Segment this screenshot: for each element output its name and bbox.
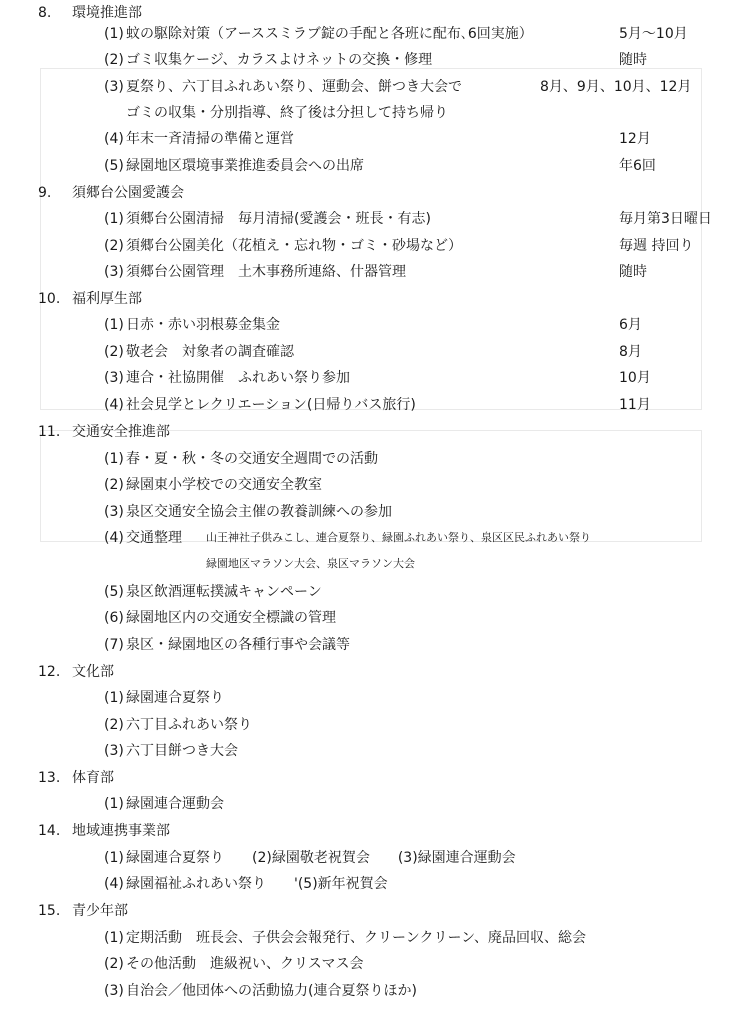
item-text: 交通整理 xyxy=(126,530,182,546)
section-number: 10. xyxy=(38,291,61,307)
item-schedule: 5月～10月 xyxy=(619,26,688,42)
item-schedule: 10月 xyxy=(619,370,651,386)
list-item xyxy=(0,738,737,764)
section-number: 8. xyxy=(38,5,52,21)
list-item xyxy=(0,365,737,391)
item-marker: (2) xyxy=(104,717,124,733)
list-item xyxy=(0,472,737,498)
item-text: 連合・社協開催 ふれあい祭り参加 xyxy=(126,370,350,386)
section-title: 環境推進部 xyxy=(72,5,142,21)
item-text: 須郷台公園清掃 毎月清掃(愛護会・班長・有志) xyxy=(126,211,431,227)
list-item xyxy=(0,74,737,100)
item-schedule: 随時 xyxy=(619,52,647,68)
list-item-continued xyxy=(0,551,737,577)
item-note-continued: 緑園地区マラソン大会、泉区マラソン大会 xyxy=(206,557,415,570)
item-schedule: 毎週 持回り xyxy=(619,238,694,254)
item-text: ゴミ収集ケージ、カラスよけネットの交換・修理 xyxy=(126,52,433,68)
list-item xyxy=(0,579,737,605)
item-text: 緑園東小学校での交通安全教室 xyxy=(126,477,322,493)
item-marker: (2) xyxy=(104,238,124,254)
section-heading xyxy=(0,180,737,206)
item-note: 山王神社子供みこし、連合夏祭り、緑園ふれあい祭り、泉区区民ふれあい祭り xyxy=(206,531,591,544)
item-marker: (3) xyxy=(104,504,124,520)
list-item xyxy=(0,685,737,711)
list-item xyxy=(0,605,737,631)
section-title: 青少年部 xyxy=(72,903,128,919)
item-text: 緑園地区環境事業推進委員会への出席 xyxy=(126,158,364,174)
item-text: 緑園地区内の交通安全標識の管理 xyxy=(126,610,336,626)
list-item xyxy=(0,925,737,951)
section-title: 須郷台公園愛護会 xyxy=(72,185,184,201)
section-heading xyxy=(0,818,737,844)
item-marker: (5) xyxy=(104,584,124,600)
section-heading xyxy=(0,419,737,445)
section-number: 11. xyxy=(38,424,61,440)
list-item xyxy=(0,259,737,285)
item-marker: (2) xyxy=(104,477,124,493)
item-text: 年末一斉清掃の準備と運営 xyxy=(126,131,294,147)
section-title: 福利厚生部 xyxy=(72,291,142,307)
item-text: 緑園連合夏祭り (2)緑園敬老祝賀会 (3)緑園連合運動会 xyxy=(126,850,516,866)
item-text: 夏祭り、六丁目ふれあい祭り、運動会、餅つき大会で xyxy=(126,79,462,95)
item-text: 泉区・緑園地区の各種行事や会議等 xyxy=(126,637,350,653)
item-text: 春・夏・秋・冬の交通安全週間での活動 xyxy=(126,451,378,467)
list-item xyxy=(0,153,737,179)
item-marker: (5) xyxy=(104,158,124,174)
item-schedule: 6月 xyxy=(619,317,642,333)
list-item xyxy=(0,499,737,525)
list-item xyxy=(0,47,737,73)
item-marker: (2) xyxy=(104,344,124,360)
item-marker: (1) xyxy=(104,26,124,42)
item-marker: (2) xyxy=(104,52,124,68)
section-number: 12. xyxy=(38,664,61,680)
item-text: 自治会／他団体への活動協力(連合夏祭りほか) xyxy=(126,983,417,999)
item-marker: (1) xyxy=(104,796,124,812)
item-marker: (2) xyxy=(104,956,124,972)
item-marker: (4) xyxy=(104,397,124,413)
section-number: 14. xyxy=(38,823,61,839)
list-item xyxy=(0,446,737,472)
list-item xyxy=(0,712,737,738)
item-marker: (6) xyxy=(104,610,124,626)
item-schedule: 毎月第3日曜日 xyxy=(619,211,712,227)
item-schedule: 年6回 xyxy=(619,158,656,174)
item-marker: (3) xyxy=(104,79,124,95)
list-item xyxy=(0,525,737,551)
section-title: 体育部 xyxy=(72,770,114,786)
list-item xyxy=(0,871,737,897)
item-marker: (7) xyxy=(104,637,124,653)
section-heading xyxy=(0,765,737,791)
item-marker: (1) xyxy=(104,211,124,227)
item-text-continued: ゴミの収集・分別指導、終了後は分担して持ち帰り xyxy=(126,105,448,121)
item-text: 泉区飲酒運転撲滅キャンペーン xyxy=(126,584,322,600)
item-marker: (1) xyxy=(104,317,124,333)
item-text: 須郷台公園管理 土木事務所連絡、什器管理 xyxy=(126,264,406,280)
section-title: 交通安全推進部 xyxy=(72,424,170,440)
item-marker: (4) xyxy=(104,876,124,892)
item-marker: (1) xyxy=(104,451,124,467)
list-item xyxy=(0,126,737,152)
list-item xyxy=(0,951,737,977)
item-text: その他活動 進級祝い、クリスマス会 xyxy=(126,956,364,972)
item-text: 社会見学とレクリエーション(日帰りバス旅行) xyxy=(126,397,416,413)
item-text: 須郷台公園美化（花植え・忘れ物・ゴミ・砂場など） xyxy=(126,238,462,254)
item-marker: (3) xyxy=(104,983,124,999)
item-schedule: 随時 xyxy=(619,264,647,280)
item-text: 六丁目餅つき大会 xyxy=(126,743,238,759)
item-text: 六丁目ふれあい祭り xyxy=(126,717,252,733)
list-item xyxy=(0,632,737,658)
item-marker: (3) xyxy=(104,370,124,386)
list-item xyxy=(0,21,737,47)
list-item xyxy=(0,339,737,365)
section-heading xyxy=(0,659,737,685)
list-item xyxy=(0,233,737,259)
section-heading xyxy=(0,286,737,312)
item-text: 緑園連合夏祭り xyxy=(126,690,224,706)
item-schedule: 12月 xyxy=(619,131,651,147)
item-text: 日赤・赤い羽根募金集金 xyxy=(126,317,280,333)
item-schedule: 8月、9月、10月、12月 xyxy=(540,79,692,95)
item-text: 敬老会 対象者の調査確認 xyxy=(126,344,294,360)
item-text: 緑園福祉ふれあい祭り '(5)新年祝賀会 xyxy=(126,876,388,892)
list-item-continued xyxy=(0,100,737,126)
list-item xyxy=(0,206,737,232)
section-title: 地域連携事業部 xyxy=(72,823,170,839)
item-text: 蚊の駆除対策（アーススミラブ錠の手配と各班に配布､6回実施） xyxy=(126,26,533,42)
section-title: 文化部 xyxy=(72,664,114,680)
section-number: 9. xyxy=(38,185,52,201)
list-item xyxy=(0,845,737,871)
item-marker: (1) xyxy=(104,930,124,946)
list-item xyxy=(0,312,737,338)
item-text: 緑園連合運動会 xyxy=(126,796,224,812)
item-schedule: 8月 xyxy=(619,344,642,360)
item-marker: (4) xyxy=(104,131,124,147)
section-heading xyxy=(0,898,737,924)
item-marker: (3) xyxy=(104,743,124,759)
section-number: 15. xyxy=(38,903,61,919)
list-item xyxy=(0,392,737,418)
item-marker: (4) xyxy=(104,530,124,546)
item-marker: (3) xyxy=(104,264,124,280)
item-schedule: 11月 xyxy=(619,397,651,413)
list-item xyxy=(0,791,737,817)
list-item xyxy=(0,978,737,1004)
item-marker: (1) xyxy=(104,850,124,866)
item-marker: (1) xyxy=(104,690,124,706)
section-number: 13. xyxy=(38,770,61,786)
item-text: 定期活動 班長会、子供会会報発行、クリーンクリーン、廃品回収、総会 xyxy=(126,930,587,946)
item-text: 泉区交通安全協会主催の教養訓練への参加 xyxy=(126,504,392,520)
